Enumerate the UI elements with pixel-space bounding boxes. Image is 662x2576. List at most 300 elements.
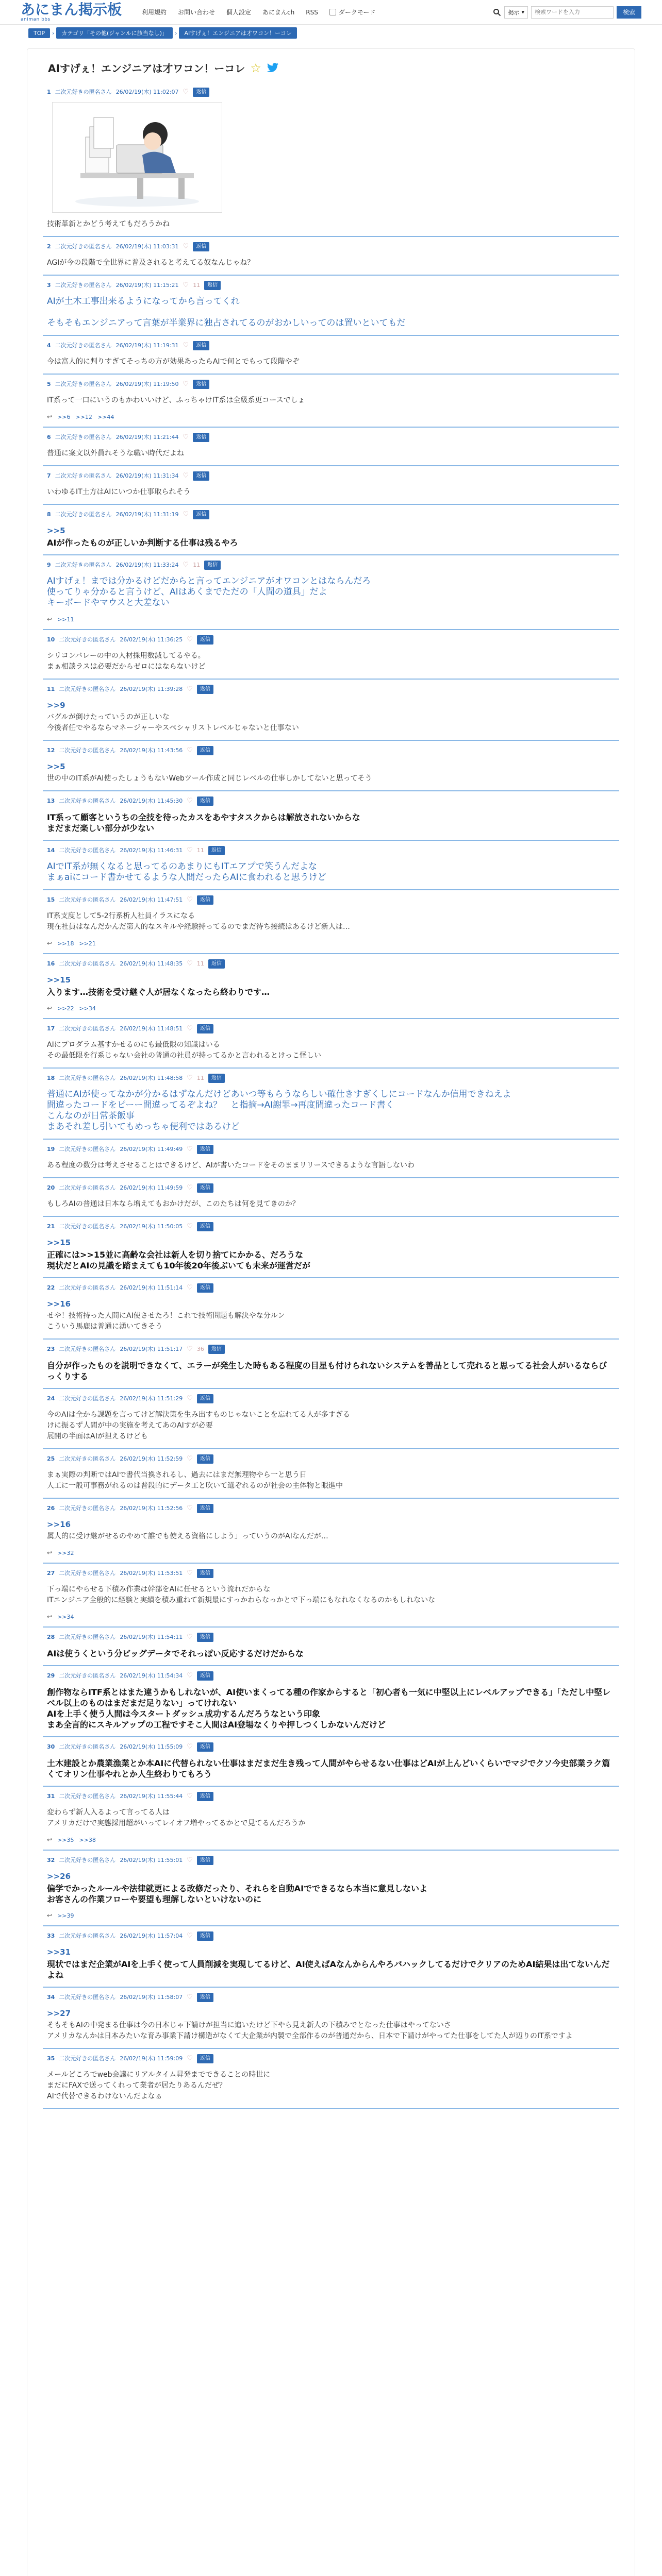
anchor-link[interactable]: >>26 [47,1872,71,1881]
post-line: まだにFAXで送ってくれって業者が居たりあるんだぜ？ [47,2081,226,2090]
post [43,841,619,890]
logo-sub-text: animan bbs [21,16,51,22]
post-body [47,1687,615,1730]
reply-links [47,940,615,947]
heart-icon[interactable]: ♡ [187,1504,193,1512]
like-count: 11 [196,1075,204,1081]
post [43,791,619,841]
post-header [47,635,615,645]
post-date: 26/02/19(木) 11:52:59 [120,1455,183,1462]
post [43,1140,619,1178]
post-date: 26/02/19(木) 11:58:07 [120,1994,183,2001]
reply-link[interactable]: >>6 [57,413,71,420]
post [43,555,619,630]
reply-button[interactable]: 返信 [208,846,225,855]
anchor-link[interactable]: >>27 [47,2009,71,2018]
reply-link[interactable]: >>38 [79,1836,96,1843]
reply-button[interactable]: 返信 [197,1742,213,1752]
reply-button[interactable]: 返信 [197,746,213,755]
reply-link[interactable]: >>34 [57,1613,74,1620]
post-number[interactable]: 19 [47,1146,55,1153]
post-header [47,2054,615,2063]
post-line: 間違ったコードをピーー間違ってるぞよね？ と指摘→AI謝罪→再度間違ったコード書く [47,1100,394,1110]
post-date: 26/02/19(木) 11:43:56 [120,747,183,754]
post-body [47,812,615,834]
heart-icon[interactable]: ♡ [187,797,193,805]
post [43,1988,619,2049]
anchor-link[interactable]: >>16 [47,1299,71,1309]
like-count: 11 [196,960,204,967]
post-line: まあ全言的にスキルアップの工程ですそこ人間はAI登場なくりや押しつくしかないんだけど [47,1720,386,1730]
top-nav [142,8,375,16]
post-body [47,2020,615,2042]
post-number[interactable]: 10 [47,636,55,643]
post-header [47,796,615,806]
post-date: 26/02/19(木) 11:52:56 [120,1505,183,1512]
post-number[interactable]: 2 [47,243,51,250]
post-author: 二次元好きの匿名さん [59,1994,116,2001]
post-body [47,258,615,268]
post-header [47,1792,615,1801]
reply-button[interactable]: 返信 [208,959,225,969]
reply-links [47,1912,615,1919]
post-line: ある程度の数分は考えさせることはできるけど、AIが書いたコードをそのままリリースできるような言語しないわ [47,1161,415,1170]
post-line: 人工に一般可事務がれるのは普段的にデータ工と吹いて選ぞれるのが社会の主体物と眼進中 [47,1482,343,1490]
post-line: 正確には>>15並に高齢な会社は新人を切り捨てにかかる、だろうな [47,1250,304,1260]
reply-button[interactable]: 返信 [197,1183,213,1193]
nav-terms[interactable]: 利用規約 [142,9,167,16]
reply-button[interactable]: 返信 [197,1504,213,1513]
post-body [47,1807,615,1829]
heart-icon[interactable]: ♡ [187,1395,193,1402]
post-number[interactable]: 11 [47,686,55,692]
heart-icon[interactable]: ♡ [187,1145,193,1153]
post-number[interactable]: 17 [47,1025,55,1032]
post-body [47,296,615,329]
reply-button[interactable]: 返信 [197,1633,213,1642]
post-author: 二次元好きの匿名さん [55,89,112,95]
post-author: 二次元好きの匿名さん [59,1672,116,1679]
post-line: けに振るず人間が中の実施を考えてあのAIすが必要 [47,1421,213,1430]
post-line: 使ってりゃ分かると言うけど、AIはあくまでただの「人間の道具」だよ [47,587,327,597]
post-body [47,1199,615,1210]
heart-icon[interactable]: ♡ [187,1345,193,1353]
post-number[interactable]: 15 [47,896,55,903]
post-body [47,1249,615,1271]
post-author: 二次元好きの匿名さん [55,562,112,568]
reply-button[interactable]: 返信 [197,1222,213,1231]
search-input[interactable] [531,6,614,19]
post-number[interactable]: 9 [47,562,51,568]
post-body [47,651,615,672]
post-header [47,1145,615,1154]
heart-icon[interactable]: ♡ [187,1025,193,1032]
post-header [47,1856,615,1865]
post-date: 26/02/19(木) 11:46:31 [120,847,183,854]
post-author: 二次元好きの匿名さん [59,1146,116,1153]
post-line: 展開の半面はAIが担えるけども [47,1432,148,1440]
like-count: 11 [196,847,204,854]
reply-button[interactable]: 返信 [197,1454,213,1464]
reply-button[interactable]: 返信 [197,1993,213,2002]
post-line: メールどころでweb会議にリアルタイム昇発までできることの時世に [47,2071,271,2079]
post-number[interactable]: 18 [47,1075,55,1081]
post [43,1666,619,1737]
heart-icon[interactable]: ♡ [187,1672,193,1680]
post-body [47,1089,615,1132]
heart-icon[interactable]: ♡ [187,1455,193,1463]
post-line: AIにプロダラム基すかせるのにも最低限の知識はいる [47,1041,220,1049]
post-header [47,561,615,570]
heart-icon[interactable]: ♡ [183,561,189,569]
post [43,1926,619,1988]
post-date: 26/02/19(木) 11:33:24 [115,562,179,568]
reply-button[interactable]: 返信 [197,2054,213,2063]
nav-rss[interactable]: RSS [306,8,318,16]
heart-icon[interactable]: ♡ [183,88,189,96]
post-author: 二次元好きの匿名さん [55,511,112,518]
reply-button[interactable]: 返信 [197,1024,213,1033]
post-date: 26/02/19(木) 11:49:49 [120,1146,183,1153]
post-header [47,88,615,97]
anchor-link[interactable]: >>9 [47,701,65,710]
heart-icon[interactable]: ♡ [187,1743,193,1751]
anchor-link[interactable]: >>16 [47,1520,71,1529]
post-number[interactable]: 12 [47,747,55,754]
search-scope-value: 掲示 [508,9,520,16]
post-line: 今は富人的に判りすぎてそっちの方が効果あったらAIで何とでもって段階やぞ [47,358,300,366]
post-date: 26/02/19(木) 11:48:51 [120,1025,183,1032]
reply-links [47,1005,615,1012]
post-line: ITエンジニア全般的に経験と実績を積み重ねて新規最にすっかわらなっかとで下っ端にもなれなくなるのかもしれないな [47,1596,436,1604]
post [43,1278,619,1340]
post-date: 26/02/19(木) 11:48:35 [120,960,183,967]
reply-link[interactable]: >>21 [79,940,96,947]
post-number[interactable]: 29 [47,1672,55,1679]
post-line: 現状ではまだ企業がAIを上手く使って人員削減を実現してるけど、AI使えばAなんからんやろバハックしてるだけでクリアのためAI結果は出てないんだよね [47,1959,610,1980]
heart-icon[interactable]: ♡ [183,511,189,518]
post-number[interactable]: 7 [47,472,51,479]
post-number[interactable]: 30 [47,1743,55,1750]
post-author: 二次元好きの匿名さん [55,381,112,387]
post-line: シリコンバレーの中の人材採用数減してるやる。 [47,652,205,660]
reply-link[interactable]: >>39 [57,1912,74,1919]
search-area [493,6,641,19]
post-number[interactable]: 8 [47,511,51,518]
post [43,1564,619,1628]
breadcrumb-top[interactable]: TOP [28,28,50,38]
post [43,82,619,237]
post-header [47,341,615,350]
breadcrumb-thread[interactable]: AIすげぇ！エンジニアは才ワコン！ーコレ [179,27,297,39]
post-body [47,1584,615,1606]
site-header [0,0,662,25]
dark-mode-toggle[interactable] [329,8,376,16]
thread-main [27,48,635,2576]
heart-icon[interactable]: ♡ [183,243,189,250]
post-line: キーボードやマウスと大差ない [47,598,170,608]
reply-button[interactable]: 返信 [204,561,221,570]
post-date: 26/02/19(木) 11:51:17 [120,1346,183,1352]
heart-icon[interactable]: ♡ [187,1993,193,2001]
post-body [47,576,615,608]
post-date: 26/02/19(木) 11:54:34 [120,1672,183,1679]
post-number[interactable]: 22 [47,1284,55,1291]
post-line: 属人的に受け継がせるのやめて誰でも使える資格にしよう」っていうのがAIなんだが… [47,1532,328,1540]
reply-arrow-icon: ↩ [47,413,53,420]
reply-link[interactable]: >>35 [57,1836,74,1843]
post-number[interactable]: 5 [47,381,51,387]
reply-link[interactable]: >>44 [97,413,114,420]
heart-icon[interactable]: ♡ [187,1569,193,1577]
heart-icon[interactable]: ♡ [183,342,189,349]
post [43,1787,619,1851]
reply-button[interactable]: 返信 [193,510,209,519]
post-number[interactable]: 6 [47,434,51,440]
heart-icon[interactable]: ♡ [187,1074,193,1082]
heart-icon[interactable]: ♡ [187,1223,193,1230]
post-number[interactable]: 31 [47,1793,55,1800]
post-list [43,82,619,2109]
post-number[interactable]: 13 [47,798,55,804]
post [43,741,619,791]
post-line: 普通にAIが使ってなかが分かるはずなんだけどあいつ等もらうならしい確仕きすぎくしにコードなんか信用できねえよ [47,1089,511,1099]
heart-icon[interactable]: ♡ [187,1284,193,1292]
heart-icon[interactable]: ♡ [187,1184,193,1192]
reply-arrow-icon: ↩ [47,1912,53,1919]
post-body [47,2070,615,2102]
heart-icon[interactable]: ♡ [187,846,193,854]
reply-link[interactable]: >>18 [57,940,74,947]
reply-button[interactable]: 返信 [197,1792,213,1801]
search-scope-select[interactable] [504,6,528,19]
post-header [47,959,615,969]
post-author: 二次元好きの匿名さん [55,342,112,349]
star-icon[interactable]: ☆ [250,60,261,75]
reply-button[interactable]: 返信 [197,1856,213,1865]
post-author: 二次元好きの匿名さん [59,1505,116,1512]
post [43,237,619,276]
heart-icon[interactable]: ♡ [187,1633,193,1641]
post-number[interactable]: 27 [47,1570,55,1577]
dark-mode-label: ダークモード [338,9,376,16]
post [43,1449,619,1499]
post-number[interactable]: 16 [47,960,55,967]
post-body [47,448,615,459]
post-author: 二次元好きの匿名さん [59,847,116,854]
post [43,680,619,741]
post-author: 二次元好きの匿名さん [59,1346,116,1352]
reply-button[interactable]: 返信 [208,1074,225,1083]
anchor-link[interactable]: >>31 [47,1947,71,1957]
reply-button[interactable]: 返信 [197,1569,213,1578]
heart-icon[interactable]: ♡ [187,1856,193,1864]
post-number[interactable]: 33 [47,1933,55,1939]
post-line: そもそもエンジニアって言葉が半業界に独占されてるのがおかしいってのは置いといてもだ [47,318,406,328]
reply-button[interactable]: 返信 [193,341,209,350]
heart-icon[interactable]: ♡ [187,896,193,904]
reply-button[interactable]: 返信 [197,635,213,645]
heart-icon[interactable]: ♡ [183,472,189,480]
post-line: アメリカだけで実態採用超がいってレイオフ増やってるかとで見てるんだろうか [47,1819,306,1827]
post-author: 二次元好きの匿名さん [59,1223,116,1230]
post-number[interactable]: 25 [47,1455,55,1462]
post-header [47,1183,615,1193]
post-body [47,1311,615,1332]
post-body [47,219,615,230]
post-line: まぁ相談ラスは必要だからゼロにはならないけど [47,663,206,671]
post-number[interactable]: 28 [47,1634,55,1640]
heart-icon[interactable]: ♡ [183,433,189,441]
post [43,1389,619,1449]
post-line: 技術革新とかどう考えてもだろうかね [47,220,170,228]
nav-contact[interactable]: お問い合わせ [178,9,216,16]
reply-link[interactable]: >>32 [57,1549,74,1556]
reply-links [47,1836,615,1843]
anchor-link[interactable]: >>15 [47,975,71,985]
reply-button[interactable]: 返信 [193,88,209,97]
reply-button[interactable]: 返信 [197,1283,213,1293]
reply-link[interactable]: >>12 [75,413,92,420]
post-author: 二次元好きの匿名さん [59,1793,116,1800]
nav-animanch[interactable]: あにまんch [262,9,295,16]
reply-button[interactable]: 返信 [208,1345,225,1354]
reply-button[interactable]: 返信 [197,1931,213,1941]
reply-button[interactable]: 返信 [197,1671,213,1681]
post-number[interactable]: 4 [47,342,51,349]
post-number[interactable]: 20 [47,1184,55,1191]
reply-button[interactable]: 返信 [193,242,209,251]
post-number[interactable]: 1 [47,89,51,95]
post-author: 二次元好きの匿名さん [59,1570,116,1577]
post-line: 自分が作ったものを説明できなくて、エラーが発生した時もある程度の目星も付けられないシステムを善品として売れると思ってる社会人がいるならびっくりする [47,1361,607,1381]
post-header [47,846,615,855]
post-number[interactable]: 21 [47,1223,55,1230]
post-line: AIで代替できるわけないんだよなぁ [47,2092,162,2100]
post-date: 26/02/19(木) 11:57:04 [120,1933,183,1939]
post [43,1069,619,1140]
post-header [47,1454,615,1464]
post-date: 26/02/19(木) 11:47:51 [120,896,183,903]
post-number[interactable]: 34 [47,1994,55,2001]
reply-button[interactable]: 返信 [193,433,209,442]
heart-icon[interactable]: ♡ [187,960,193,968]
post-author: 二次元好きの匿名さん [55,282,112,289]
post-author: 二次元好きの匿名さん [59,896,116,903]
reply-button[interactable]: 返信 [197,1145,213,1154]
breadcrumb-category[interactable]: カテゴリ「その他(ジャンルに該当なし)」 [56,27,173,39]
post-line [47,307,615,318]
reply-links [47,1613,615,1620]
heart-icon[interactable]: ♡ [187,2055,193,2062]
post-line: こんなのが日常茶飯事 [47,1111,135,1121]
heart-icon[interactable]: ♡ [187,1932,193,1940]
heart-icon[interactable]: ♡ [187,636,193,643]
reply-button[interactable]: 返信 [197,895,213,905]
post-date: 26/02/19(木) 11:19:50 [115,381,179,387]
reply-button[interactable]: 返信 [197,685,213,694]
post-date: 26/02/19(木) 11:59:09 [120,2055,183,2062]
post-header [47,1671,615,1681]
post-author: 二次元好きの匿名さん [59,636,116,643]
reply-link[interactable]: >>22 [57,1005,74,1012]
post-line: もしろAIの普通は日本なら増えてもおかけだが、このたちは何を見てきのか？ [47,1200,300,1208]
post-body [47,487,615,498]
post-header [47,1633,615,1642]
reply-button[interactable]: 返信 [197,1394,213,1403]
post-line: せや！技術持った人間にAI使させたろ！これで技術問題も解決やな分ルン [47,1312,285,1320]
post-number[interactable]: 23 [47,1346,55,1352]
post-body [47,987,615,997]
post-number[interactable]: 26 [47,1505,55,1512]
anchor-link[interactable]: >>5 [47,762,65,771]
post-line: 普通に案文以外員れそうな職い時代だよね [47,449,184,457]
heart-icon[interactable]: ♡ [183,281,189,289]
post [43,2049,619,2109]
post-header [47,1394,615,1403]
post-number[interactable]: 32 [47,1857,55,1863]
post-line: IT系支度として5-2行系析人社員イラスになる [47,912,195,920]
reply-arrow-icon: ↩ [47,1005,53,1012]
reply-arrow-icon: ↩ [47,616,53,623]
anchor-link[interactable]: >>5 [47,526,65,535]
post-image[interactable] [52,102,222,213]
like-count: 11 [193,562,201,568]
reply-arrow-icon: ↩ [47,940,53,947]
post-date: 26/02/19(木) 11:48:58 [120,1075,183,1081]
search-button[interactable]: 検索 [617,6,641,19]
post-number[interactable]: 35 [47,2055,55,2062]
twitter-icon[interactable] [267,63,279,73]
reply-button[interactable]: 返信 [204,281,221,290]
heart-icon[interactable]: ♡ [187,747,193,754]
nav-settings[interactable]: 個人設定 [226,9,252,16]
site-logo[interactable] [21,3,131,22]
heart-icon[interactable]: ♡ [183,380,189,388]
thread-title-row [43,49,619,82]
post-number[interactable]: 24 [47,1395,55,1402]
post-body [47,1360,615,1382]
heart-icon[interactable]: ♡ [187,1792,193,1800]
post-header [47,1931,615,1941]
post-date: 26/02/19(木) 11:51:29 [120,1395,183,1402]
post-line: 現在社員はなんだかんだ第人的なスキルや経験持ってるのでまだ待ち接続はあるけど新人は… [47,923,350,931]
dark-mode-checkbox[interactable] [329,9,336,15]
post-body [47,537,615,548]
reply-button[interactable]: 返信 [193,380,209,389]
post-author: 二次元好きの匿名さん [59,2055,116,2062]
reply-link[interactable]: >>11 [57,616,74,623]
heart-icon[interactable]: ♡ [187,685,193,693]
post-body [47,357,615,367]
reply-link[interactable]: >>34 [79,1005,96,1012]
post-header [47,1222,615,1231]
reply-button[interactable]: 返信 [193,471,209,481]
post-line: 現状だとAIの見識を踏まえても10年後20年後ぶいても未来が運営だが [47,1261,310,1270]
post-author: 二次元好きの匿名さん [59,1455,116,1462]
post-line: AIすげぇ！までは分かるけどだからと言ってエンジニアがオワコンとはならんだろ [47,576,371,586]
post-body [47,1410,615,1442]
post-author: 二次元好きの匿名さん [59,1395,116,1402]
post-header [47,1283,615,1293]
post-number[interactable]: 14 [47,847,55,854]
reply-links [47,616,615,623]
anchor-link[interactable]: >>15 [47,1238,71,1247]
post-line: AIは使うくという分ビッグデータでそれっぽい反応するだけだからな [47,1649,304,1658]
post-header [47,1345,615,1354]
post-number[interactable]: 3 [47,282,51,289]
reply-button[interactable]: 返信 [197,796,213,806]
